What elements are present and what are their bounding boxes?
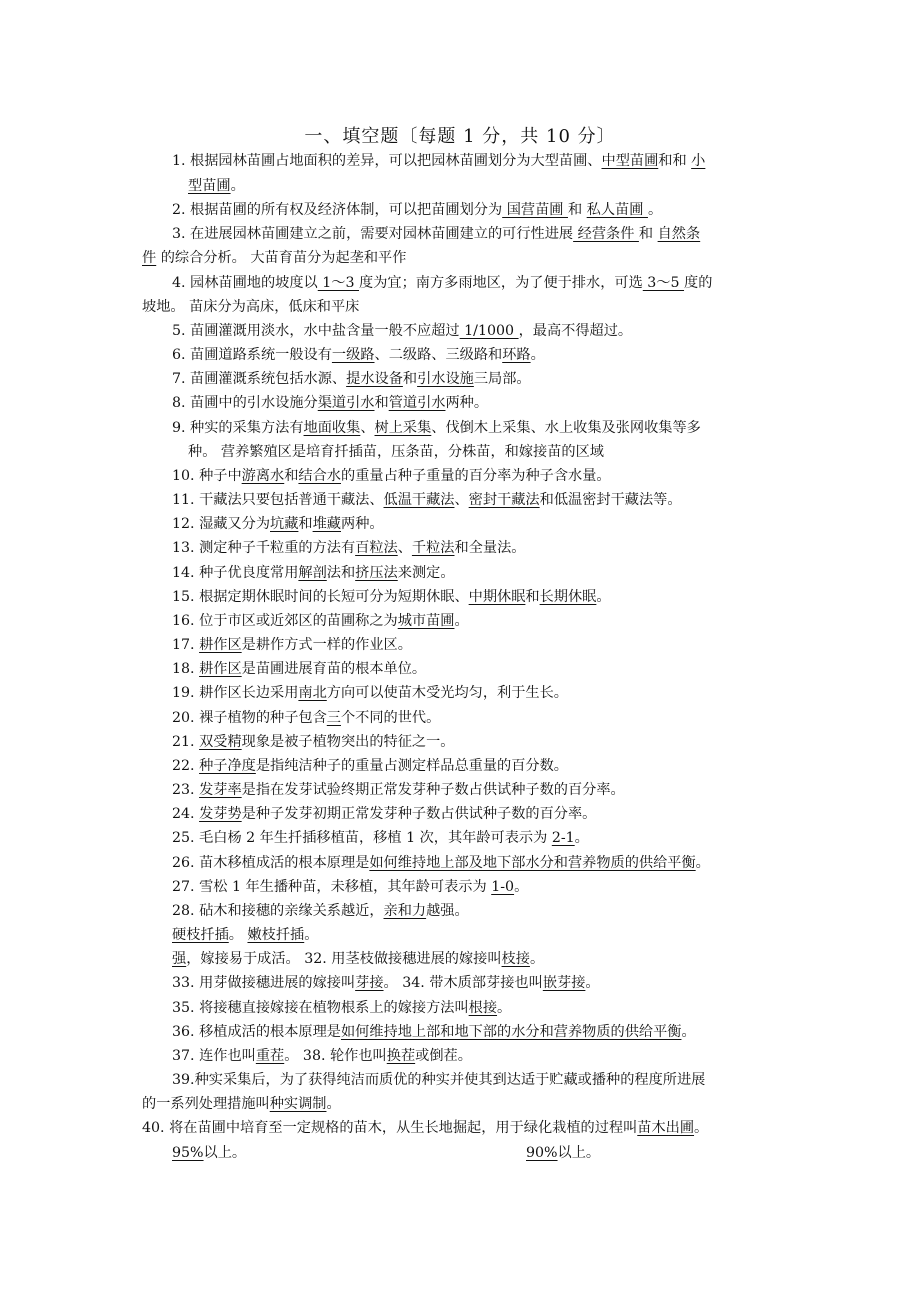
question-line: [172, 971, 600, 995]
question-text: 和: [298, 516, 313, 532]
question-text: 。 38. 轮作也叫: [284, 1048, 387, 1064]
answer-blank: 城市苗圃: [397, 613, 455, 629]
question-text: 16. 位于市区或近郊区的苗圃称之为: [172, 613, 398, 629]
answer-blank: 私人苗圃: [586, 202, 648, 218]
question-text: 。: [529, 951, 545, 967]
answer-blank: 根接: [468, 1000, 498, 1016]
question-line: [172, 319, 632, 343]
answer-blank: 1～3: [317, 275, 359, 291]
question-text: 12. 湿藏又分为: [172, 516, 271, 532]
question-text: 23.: [172, 782, 200, 798]
question-text: 法和: [326, 565, 356, 581]
question-text: 和低温密封干藏法等。: [539, 492, 682, 508]
question-text: 或倒茬。: [415, 1048, 472, 1064]
question-text: 。: [326, 1096, 341, 1112]
question-text: 和全量法。: [454, 540, 526, 556]
question-text: 20. 裸子植物的种子包含: [172, 710, 327, 726]
question-text: 10. 种子中: [172, 468, 242, 484]
answer-blank: 渠道引水: [317, 395, 375, 411]
answer-blank: 硬枝扦插: [172, 927, 229, 943]
answer-blank: 苗木出圃: [637, 1120, 695, 1136]
question-line: [172, 996, 511, 1020]
answer-blank: 低温干藏法: [383, 492, 455, 508]
question-line: [172, 706, 440, 730]
answer-blank: 种实调制: [269, 1096, 327, 1112]
question-line: [172, 633, 412, 657]
question-text: 24.: [172, 806, 200, 822]
answer-blank: 枝接: [501, 951, 530, 967]
answer-blank: 嵌芽接: [542, 975, 586, 991]
question-text: 。: [228, 927, 248, 943]
answer-blank: 重茬: [255, 1048, 285, 1064]
question-line: [172, 1141, 246, 1165]
question-line: [172, 198, 662, 222]
answer-blank: 千粒法: [411, 540, 455, 556]
question-text: 是指纯洁种子的重量占测定样品总重量的百分数。: [255, 758, 568, 774]
question-text: 坡地。 苗床分为高床，低床和平床: [142, 299, 360, 315]
answer-blank: 发芽率: [199, 782, 242, 798]
question-text: 和: [525, 589, 540, 605]
question-text: 40. 将在苗圃中培育至一定规格的苗木，从生长地掘起，用于绿化栽植的过程叫: [142, 1120, 638, 1136]
question-text: 、二级路、三级路和: [374, 347, 503, 363]
answer-blank: 中期休眠: [468, 589, 526, 605]
question-text: 。: [695, 855, 710, 871]
question-text: 14. 种子优良度常用: [172, 565, 299, 581]
answer-blank: 挤压法: [355, 565, 398, 581]
question-text: 、: [454, 492, 469, 508]
question-text: 。: [596, 589, 611, 605]
answer-blank: 1/1000: [459, 323, 519, 339]
answer-blank: 解剖: [298, 565, 327, 581]
question-text: 15. 根据定期休眠时间的长短可分为短期休眠、: [172, 589, 469, 605]
question-line: [172, 754, 568, 778]
question-line: [142, 1116, 708, 1140]
question-text: 。: [530, 347, 545, 363]
question-text: 两种。: [341, 516, 384, 532]
question-line: [526, 1141, 600, 1165]
question-text: 个不同的世代。: [340, 710, 441, 726]
question-text: 21.: [172, 734, 200, 750]
question-text: 。: [454, 613, 469, 629]
question-text: 。: [497, 1000, 512, 1016]
question-line: [142, 1092, 341, 1116]
answer-blank: 耕作区: [199, 661, 242, 677]
answer-blank: 双受精: [199, 734, 242, 750]
question-text: 方向可以使苗木受光均匀，利于生长。: [326, 685, 568, 701]
answer-blank: 95%: [172, 1145, 204, 1161]
question-line: [142, 246, 406, 270]
question-text: 。: [585, 975, 600, 991]
answer-blank: 百粒法: [355, 540, 398, 556]
question-text: 的重量占种子重量的百分率为种子含水量。: [341, 468, 611, 484]
question-text: 是耕作方式一样的作业区。: [241, 637, 412, 653]
question-text: 种。 营养繁殖区是培育扦插苗，压条苗，分株苗，和嫁接苗的区域: [188, 444, 604, 460]
question-text: 来测定。: [397, 565, 455, 581]
question-text: 2. 根据苗圃的所有权及经济体制，可以把苗圃划分为: [172, 202, 503, 218]
question-line: [172, 367, 531, 391]
question-line: [172, 561, 455, 585]
question-line: [172, 681, 568, 705]
question-text: 9. 种实的采集方法有: [172, 420, 304, 436]
question-text: 26. 苗木移植成活的根本原理是: [172, 855, 370, 871]
question-text: 27. 雪松 1 年生播种苗，未移植，其年龄可表示为: [172, 879, 492, 895]
answer-blank: 结合水: [298, 468, 341, 484]
question-text: 13. 测定种子千粒重的方法有: [172, 540, 356, 556]
answer-blank: 密封干藏法: [468, 492, 540, 508]
question-text: 。: [514, 879, 529, 895]
question-text: 、: [397, 540, 412, 556]
question-line: [172, 222, 700, 246]
question-line: [188, 174, 245, 198]
question-line: [172, 609, 469, 633]
question-text: 3. 在进展园林苗圃建立之前，需要对园林苗圃建立的可行性进展: [172, 226, 574, 242]
question-line: [172, 826, 589, 850]
question-text: 28. 砧木和接穗的亲缘关系越近，: [172, 903, 384, 919]
answer-blank: 一级路: [331, 347, 375, 363]
question-text: 。 34. 带木质部芽接也叫: [383, 975, 543, 991]
answer-blank: 南北: [298, 685, 327, 701]
question-line: [172, 536, 525, 560]
answer-blank: 自然条: [657, 226, 701, 242]
question-line: [142, 295, 359, 319]
answer-blank: 坑藏: [270, 516, 299, 532]
question-text: 、伐倒木上采集、水上收集及张网收集等多: [431, 420, 701, 436]
question-line: [172, 875, 528, 899]
question-text: 以上。: [203, 1145, 247, 1161]
answer-blank: 如何维持地上部及地下部水分和营养物质的供给平衡: [369, 855, 696, 871]
question-line: [172, 585, 611, 609]
question-line: [172, 923, 318, 947]
question-line: [172, 657, 426, 681]
question-text: 37. 连作也叫: [172, 1048, 256, 1064]
answer-blank: 三: [326, 710, 341, 726]
question-text: 6. 苗圃道路系统一般设有: [172, 347, 332, 363]
question-text: 和: [402, 371, 418, 387]
question-line: [172, 416, 701, 440]
question-line: [172, 730, 454, 754]
question-line: [172, 778, 625, 802]
answer-blank: 2-1: [551, 830, 575, 846]
question-text: 5. 苗圃灌溉用淡水，水中盐含量一般不应超过: [172, 323, 460, 339]
question-text: 。: [574, 830, 589, 846]
answer-blank: 提水设备: [346, 371, 403, 387]
question-text: 8. 苗圃中的引水设施分: [172, 395, 318, 411]
question-text: 25. 毛白杨 2 年生扦插移植苗，移植 1 次，其年龄可表示为: [172, 830, 552, 846]
question-text: 4. 园林苗圃地的坡度以: [172, 275, 318, 291]
answer-blank: 堆藏: [312, 516, 341, 532]
question-text: 是指在发芽试验终期正常发芽种子数占供试种子数的百分率。: [241, 782, 625, 798]
question-text: 22.: [172, 758, 200, 774]
question-text: 和: [567, 202, 587, 218]
answer-blank: 中型苗圃: [601, 153, 659, 169]
answer-blank: 长期休眠: [539, 589, 597, 605]
question-line: [188, 440, 604, 464]
question-text: 19. 耕作区长边采用: [172, 685, 299, 701]
question-text: 18.: [172, 661, 200, 677]
answer-blank: 小: [691, 153, 706, 169]
answer-blank: 耕作区: [199, 637, 242, 653]
question-text: 现象是被子植物突出的特征之一。: [241, 734, 455, 750]
question-text: 是种子发芽初期正常发芽种子数占供试种子数的百分率。: [241, 806, 597, 822]
answer-blank: 如何维持地上部和地下部的水分和营养物质的供给平衡: [340, 1024, 682, 1040]
question-text: 的综合分析。 大苗育苗分为起垄和平作: [156, 250, 407, 266]
question-text: 33. 用芽做接穗进展的嫁接叫: [172, 975, 356, 991]
answer-blank: 发芽势: [199, 806, 242, 822]
page-title: 一、填空题〔每题 1 分，共 10 分〕: [304, 126, 616, 147]
question-text: 两种。: [445, 395, 489, 411]
answer-blank: 亲和力: [383, 903, 427, 919]
answer-blank: 芽接: [355, 975, 384, 991]
answer-blank: 地面收集: [303, 420, 361, 436]
answer-blank: 经营条件: [573, 226, 639, 242]
question-text: 。: [230, 178, 245, 194]
question-text: 和和: [658, 153, 692, 169]
answer-blank: 嫩枝扦插: [247, 927, 305, 943]
question-line: [172, 899, 469, 923]
question-text: 。: [694, 1120, 709, 1136]
question-line: [172, 464, 611, 488]
question-line: [172, 1044, 472, 1068]
answer-blank: 引水设施: [417, 371, 474, 387]
question-text: 11. 干藏法只要包括普通干藏法、: [172, 492, 384, 508]
question-line: [172, 512, 384, 536]
question-text: 和: [284, 468, 299, 484]
question-text: 36. 移植成活的根本原理是: [172, 1024, 341, 1040]
answer-blank: 种子净度: [199, 758, 256, 774]
question-text: 度为宜；南方多雨地区，为了便于排水，可选: [359, 275, 643, 291]
answer-blank: 件: [142, 250, 157, 266]
answer-blank: 游离水: [241, 468, 285, 484]
question-text: 、: [360, 420, 375, 436]
question-line: [172, 851, 710, 875]
answer-blank: 换茬: [386, 1048, 416, 1064]
answer-blank: 90%: [526, 1145, 558, 1161]
question-line: [172, 271, 712, 295]
question-text: 和: [374, 395, 389, 411]
question-line: [172, 947, 544, 971]
answer-blank: 型苗圃: [188, 178, 231, 194]
question-text: ，最高不得超过。: [518, 323, 633, 339]
question-line: [172, 343, 545, 367]
question-line: [172, 149, 705, 173]
question-text: 7. 苗圃灌溉系统包括水源、: [172, 371, 347, 387]
question-text: 。: [647, 202, 663, 218]
answer-blank: 树上采集: [374, 420, 432, 436]
question-text: 和: [638, 226, 658, 242]
question-text: 三局部。: [473, 371, 531, 387]
question-line: [172, 488, 682, 512]
question-text: 以上。: [557, 1145, 601, 1161]
answer-blank: 3～5: [642, 275, 685, 291]
question-text: 。: [681, 1024, 696, 1040]
question-text: 35. 将接穗直接嫁接在植物根系上的嫁接方法叫: [172, 1000, 469, 1016]
question-text: 1. 根据园林苗圃占地面积的差异，可以把园林苗圃划分为大型苗圃、: [172, 153, 602, 169]
answer-blank: 环路: [502, 347, 531, 363]
question-line: [172, 391, 488, 415]
question-text: 越强。: [426, 903, 469, 919]
question-text: 的一系列处理措施叫: [142, 1096, 270, 1112]
question-text: 是苗圃进展育苗的根本单位。: [241, 661, 427, 677]
answer-blank: 1-0: [491, 879, 515, 895]
question-line: [172, 1020, 696, 1044]
question-line: [172, 802, 596, 826]
question-line: [172, 1068, 705, 1092]
answer-blank: 国营苗圃: [502, 202, 568, 218]
answer-blank: 管道引水: [388, 395, 446, 411]
question-text: 39.种实采集后，为了获得纯洁而质优的种实并使其到达适于贮藏或播种的程度所进展: [172, 1072, 706, 1088]
question-text: ，嫁接易于成活。 32. 用茎枝做接穗进展的嫁接叫: [186, 951, 502, 967]
answer-blank: 强: [172, 951, 187, 967]
question-text: 。: [304, 927, 319, 943]
question-text: 17.: [172, 637, 200, 653]
question-text: 度的: [684, 275, 713, 291]
